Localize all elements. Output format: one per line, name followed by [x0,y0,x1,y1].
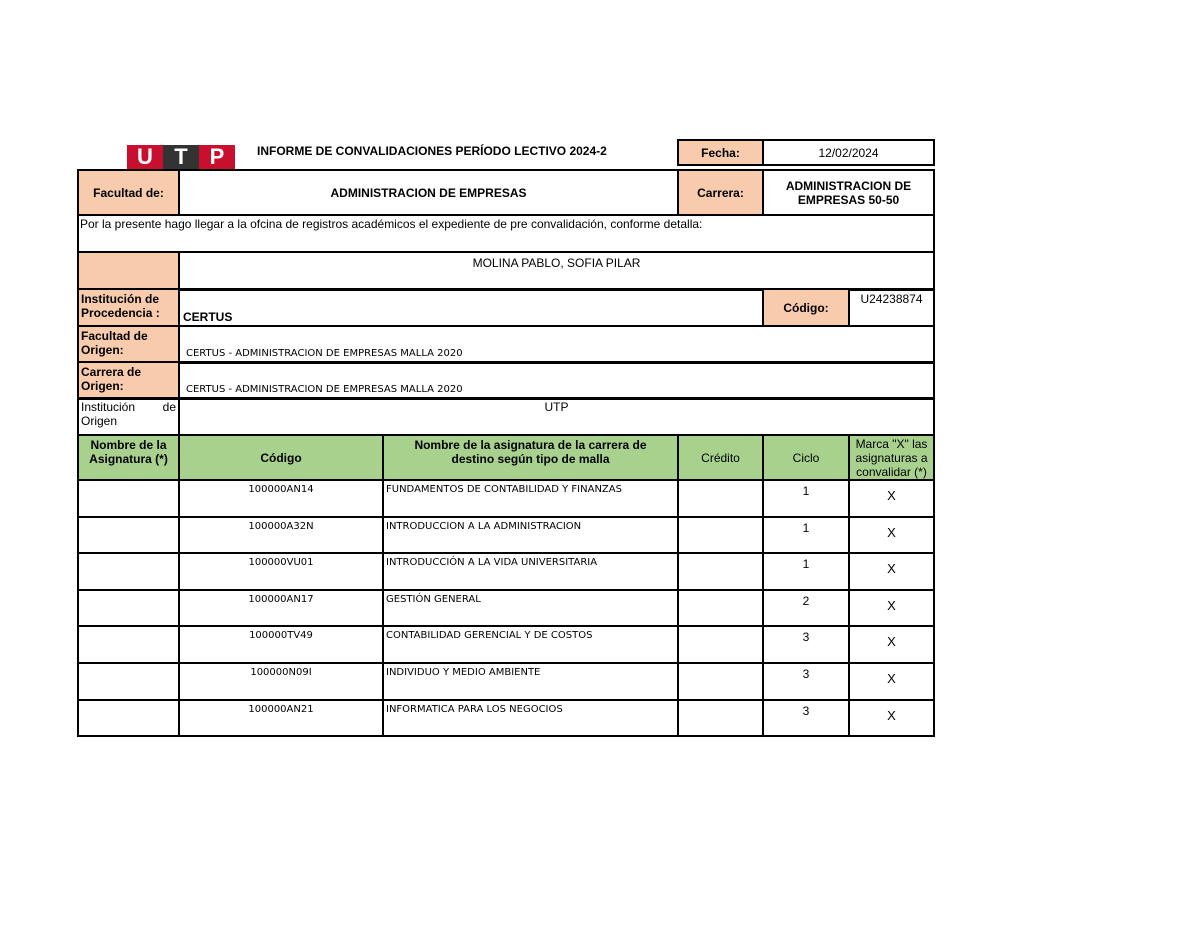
logo-letter-p: P [199,145,235,169]
cell-ciclo-text: 3 [802,630,810,644]
th-codigo: Código [178,434,384,481]
facultad-label: Facultad de: [77,169,180,216]
th-credito: Crédito [677,434,764,481]
facultad-value: ADMINISTRACION DE EMPRESAS [178,169,679,216]
cell-codigo-text: 100000TV49 [249,630,313,641]
th-marca: Marca "X" las asignaturas a convalidar (*) [848,434,935,481]
inst-origen-label-a: Institución [81,400,136,414]
logo-letter-u: U [127,145,163,169]
cell-credito [677,662,764,701]
cell-codigo [178,479,384,518]
cell-destino-text: CONTABILIDAD GERENCIAL Y DE COSTOS [386,630,593,641]
fecha-label: Fecha: [677,139,764,166]
inst-origen-text: UTP [544,400,569,414]
cell-ciclo-text: 1 [802,484,810,498]
inst-origen-label-b: de [162,400,176,414]
car-origen-label: Carrera de Origen: [77,361,180,400]
cell-ciclo-text: 1 [802,557,810,571]
cell-marca [848,552,935,591]
th-destino: Nombre de la asignatura de la carrera de destino según tipo de malla [382,434,679,481]
cell-ciclo [762,662,850,701]
cell-marca-text: X [887,598,896,613]
cell-codigo-text: 100000A32N [248,521,314,532]
cell-destino-text: INTRODUCCION A LA ADMINISTRACION [386,521,582,532]
cell-marca [848,589,935,627]
cell-ciclo [762,479,850,518]
cell-ciclo [762,699,850,737]
cell-ciclo [762,589,850,627]
cell-ciclo-text: 3 [802,667,810,681]
cell-destino-text: INTRODUCCIÓN A LA VIDA UNIVERSITARIA [386,557,598,568]
student-name [178,251,935,291]
cell-destino [382,662,679,701]
cell-credito [677,516,764,554]
inst-procedencia-label: Institución de Procedencia : [77,288,180,327]
student-name-text: MOLINA PABLO, SOFIA PILAR [472,256,641,270]
codigo-value-text: U24238874 [860,292,923,306]
fecha-value: 12/02/2024 [762,139,935,166]
cell-codigo-text: 100000AN17 [248,594,314,605]
cell-destino [382,625,679,664]
cell-codigo [178,589,384,627]
intro-left-border [77,214,79,254]
inst-origen-label [77,397,180,436]
cell-destino [382,699,679,737]
report-title: INFORME DE CONVALIDACIONES PERÍODO LECTIVO 2024-2 [257,144,607,158]
cell-credito [677,479,764,518]
cell-marca-text: X [887,671,896,686]
inst-procedencia-value [178,288,764,327]
logo-letter-t: T [163,145,199,169]
intro-right-border [933,214,935,254]
cell-nombre [77,479,180,518]
cell-codigo-text: 100000AN21 [248,704,314,715]
cell-codigo [178,662,384,701]
cell-destino [382,589,679,627]
cell-nombre [77,516,180,554]
cell-destino [382,479,679,518]
cell-destino-text: FUNDAMENTOS DE CONTABILIDAD Y FINANZAS [386,484,622,495]
inst-procedencia-text: CERTUS [183,310,233,324]
cell-destino-text: GESTIÓN GENERAL [386,594,481,605]
inst-origen-value [178,397,935,436]
car-origen-text: CERTUS - ADMINISTRACION DE EMPRESAS MALLA 2020 [186,384,463,395]
cell-ciclo [762,552,850,591]
intro-text: Por la presente hago llegar a la ofcina de registros académicos el expediente de pre convalidación, conforme detalla: [80,217,703,231]
cell-ciclo-text: 2 [802,594,810,608]
cell-destino-text: INDIVIDUO Y MEDIO AMBIENTE [386,667,541,678]
cell-nombre [77,589,180,627]
fac-origen-text: CERTUS - ADMINISTRACION DE EMPRESAS MALLA 2020 [186,348,463,359]
cell-nombre [77,662,180,701]
fac-origen-value [178,325,935,364]
cell-ciclo [762,516,850,554]
codigo-label: Código: [762,288,850,327]
cell-marca [848,699,935,737]
cell-codigo [178,516,384,554]
cell-credito [677,625,764,664]
codigo-value [848,288,935,327]
carrera-label: Carrera: [677,169,764,216]
cell-codigo [178,699,384,737]
cell-ciclo [762,625,850,664]
th-nombre: Nombre de la Asignatura (*) [77,434,180,481]
inst-origen-label-c: Origen [81,414,118,428]
cell-marca [848,662,935,701]
cell-destino [382,516,679,554]
cell-marca [848,479,935,518]
cell-credito [677,699,764,737]
cell-codigo-text: 100000N09I [250,667,312,678]
cell-marca [848,516,935,554]
cell-marca-text: X [887,708,896,723]
carrera-value: ADMINISTRACION DE EMPRESAS 50-50 [762,169,935,216]
cell-nombre [77,699,180,737]
cell-ciclo-text: 3 [802,704,810,718]
cell-codigo [178,552,384,591]
cell-destino [382,552,679,591]
car-origen-value [178,361,935,400]
name-label-empty [77,251,180,291]
utp-logo [127,145,235,169]
cell-codigo-text: 100000VU01 [248,557,314,568]
cell-codigo-text: 100000AN14 [248,484,314,495]
cell-credito [677,589,764,627]
cell-marca-text: X [887,634,896,649]
cell-marca-text: X [887,488,896,503]
cell-destino-text: INFORMATICA PARA LOS NEGOCIOS [386,704,563,715]
cell-marca-text: X [887,561,896,576]
cell-credito [677,552,764,591]
cell-codigo [178,625,384,664]
th-ciclo: Ciclo [762,434,850,481]
cell-ciclo-text: 1 [802,521,810,535]
cell-nombre [77,625,180,664]
cell-marca-text: X [887,525,896,540]
fac-origen-label: Facultad de Origen: [77,325,180,364]
cell-nombre [77,552,180,591]
cell-marca [848,625,935,664]
